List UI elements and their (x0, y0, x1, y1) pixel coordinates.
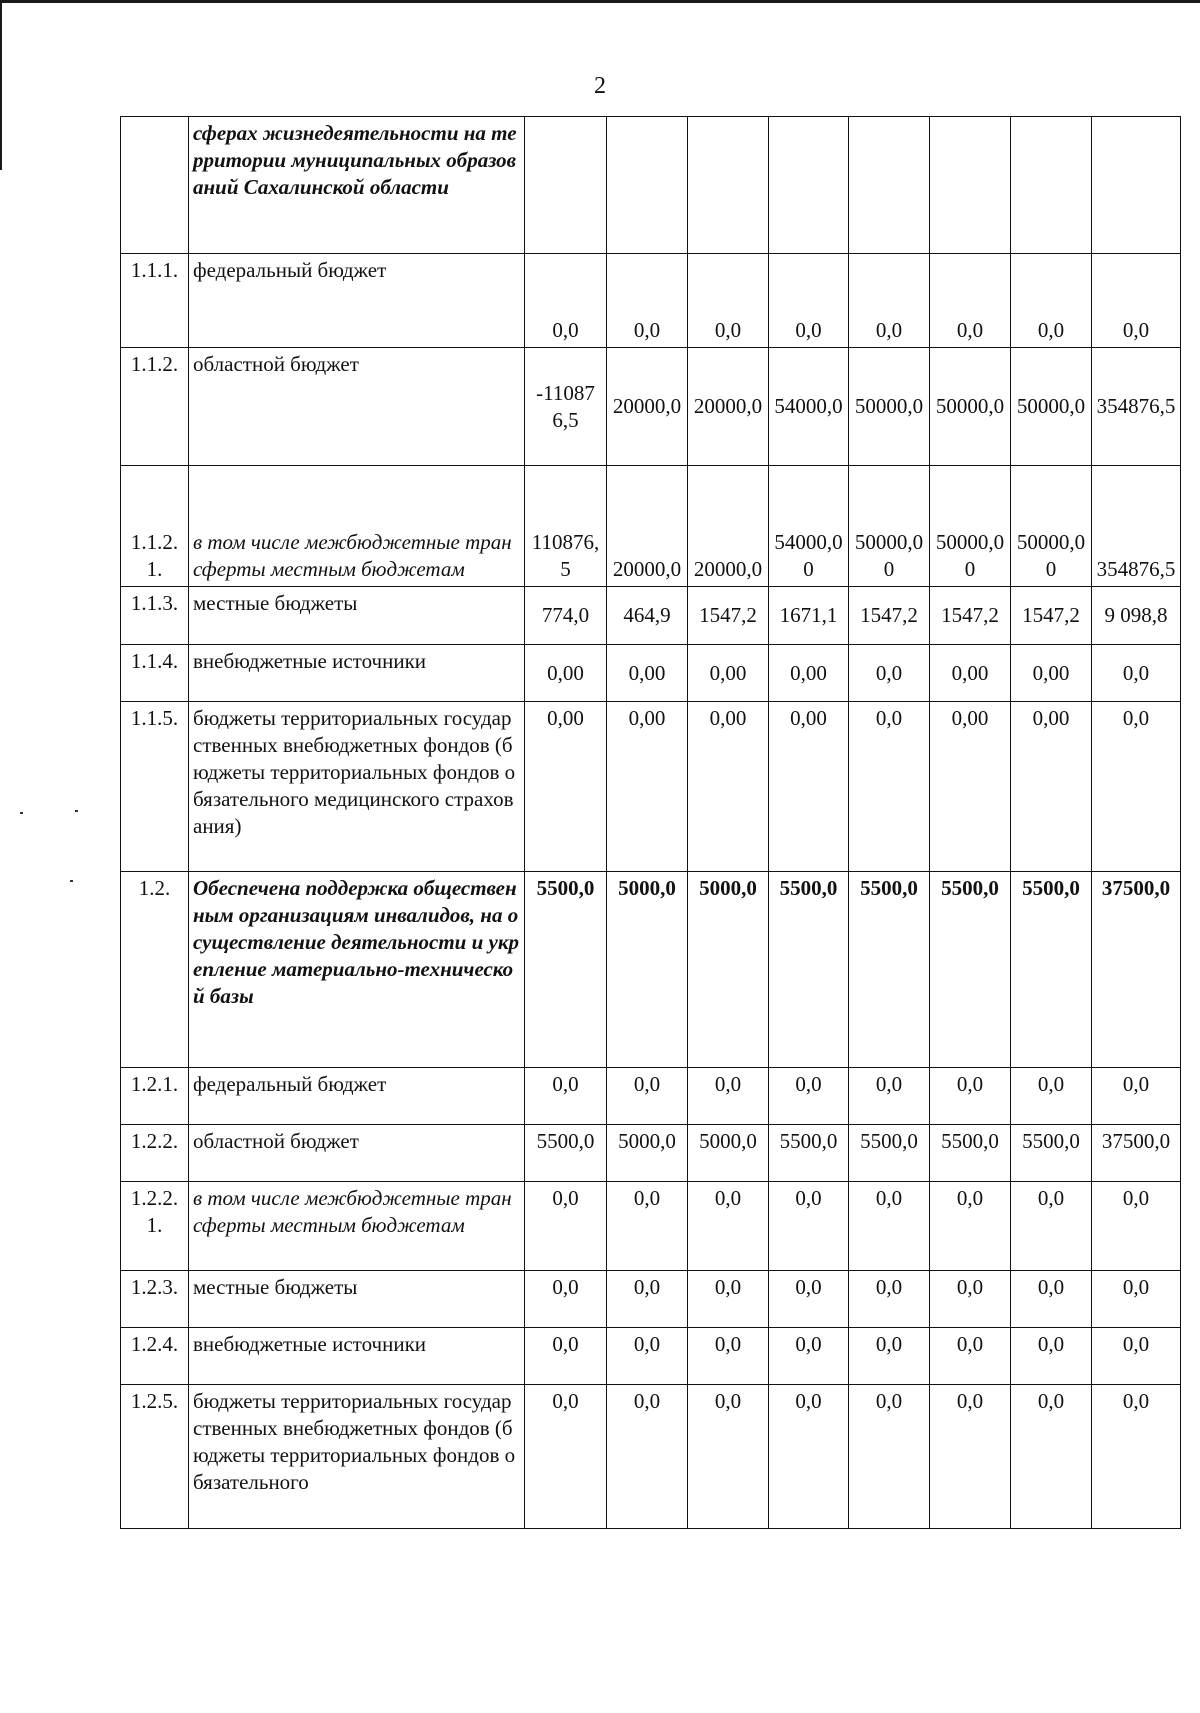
value-cell: 0,0 (769, 1385, 849, 1529)
value-cell: 5500,0 (525, 872, 607, 1068)
value-cell: 0,00 (525, 702, 607, 872)
table-row (121, 872, 1181, 1068)
value-cell: 0,0 (930, 1068, 1011, 1125)
value-cell: 37500,0 (1092, 1125, 1181, 1182)
value-cell: 0,0 (1011, 1068, 1092, 1125)
value-cell: 0,0 (769, 1068, 849, 1125)
row-label: бюджеты территориальных государственных внебюджетных фондов (бюджеты территориальных фондов обязательного (189, 1385, 525, 1529)
value-cell: 0,0 (849, 1328, 930, 1385)
table-row (121, 702, 1181, 872)
value-cell: 0,00 (930, 702, 1011, 872)
value-cell: 0,0 (525, 1182, 607, 1271)
value-cell: 5500,0 (769, 872, 849, 1068)
row-code: 1.2.2.1. (121, 1182, 189, 1271)
value-cell: 50000,0 (1011, 348, 1092, 466)
row-label: местные бюджеты (189, 587, 525, 645)
scan-speck (20, 812, 23, 814)
value-cell: 20000,0 (607, 466, 688, 587)
value-cell: 0,0 (1011, 1182, 1092, 1271)
value-cell: 0,0 (607, 1182, 688, 1271)
value-cell: 0,0 (525, 1385, 607, 1529)
value-cell: 0,0 (1092, 1182, 1181, 1271)
value-cell (688, 117, 769, 254)
value-cell: 0,00 (607, 645, 688, 702)
table-row (121, 1182, 1181, 1271)
value-cell: 0,0 (688, 1385, 769, 1529)
value-cell: 5500,0 (769, 1125, 849, 1182)
value-cell: 50000,00 (1011, 466, 1092, 587)
table-row (121, 1068, 1181, 1125)
value-cell: 0,0 (930, 1182, 1011, 1271)
value-cell: 0,00 (930, 645, 1011, 702)
table-row (121, 1328, 1181, 1385)
value-cell: 0,0 (769, 1328, 849, 1385)
table-row (121, 254, 1181, 348)
value-cell: 50000,0 (930, 348, 1011, 466)
value-cell: 0,0 (769, 1182, 849, 1271)
value-cell: 50000,00 (849, 466, 930, 587)
row-code: 1.2.5. (121, 1385, 189, 1529)
value-cell: 54000,00 (769, 466, 849, 587)
value-cell: 0,0 (769, 1271, 849, 1328)
value-cell: 50000,0 (849, 348, 930, 466)
value-cell: 0,0 (688, 254, 769, 348)
value-cell (525, 117, 607, 254)
scan-speck (75, 810, 78, 812)
row-code: 1.2.2. (121, 1125, 189, 1182)
value-cell: 5000,0 (607, 872, 688, 1068)
row-label: федеральный бюджет (189, 254, 525, 348)
value-cell: 0,00 (769, 645, 849, 702)
value-cell: 0,00 (525, 645, 607, 702)
value-cell: 0,0 (849, 1182, 930, 1271)
value-cell: 20000,0 (688, 466, 769, 587)
row-label: областной бюджет (189, 1125, 525, 1182)
row-label: сферах жизнедеятельности на территории муниципальных образований Сахалинской области (189, 117, 525, 254)
value-cell: 5500,0 (930, 1125, 1011, 1182)
table-row (121, 348, 1181, 466)
value-cell: 5500,0 (849, 872, 930, 1068)
row-code: 1.1.2. (121, 348, 189, 466)
value-cell: 1547,2 (1011, 587, 1092, 645)
value-cell: 0,0 (525, 1068, 607, 1125)
table-row (121, 117, 1181, 254)
row-label: Обеспечена поддержка общественным организациям инвалидов, на осуществление деятельности и укрепление материально-технической базы (189, 872, 525, 1068)
value-cell: 5500,0 (1011, 1125, 1092, 1182)
table-row (121, 1385, 1181, 1529)
value-cell: 54000,0 (769, 348, 849, 466)
table-row (121, 466, 1181, 587)
scan-edge-top (0, 0, 1200, 3)
row-label: федеральный бюджет (189, 1068, 525, 1125)
value-cell: 0,00 (1011, 702, 1092, 872)
table-row (121, 1271, 1181, 1328)
value-cell: -110876,5 (525, 348, 607, 466)
row-label: областной бюджет (189, 348, 525, 466)
row-label: в том числе межбюджетные трансферты местным бюджетам (189, 466, 525, 587)
value-cell (930, 117, 1011, 254)
value-cell: 354876,5 (1092, 466, 1181, 587)
value-cell: 0,0 (849, 254, 930, 348)
value-cell: 110876,5 (525, 466, 607, 587)
value-cell: 0,0 (688, 1182, 769, 1271)
row-code: 1.1.4. (121, 645, 189, 702)
row-label: бюджеты территориальных государственных внебюджетных фондов (бюджеты территориальных фондов обязательного медицинского страхования) (189, 702, 525, 872)
value-cell: 50000,00 (930, 466, 1011, 587)
value-cell: 0,0 (1092, 1271, 1181, 1328)
value-cell: 0,0 (607, 1385, 688, 1529)
value-cell: 0,0 (688, 1068, 769, 1125)
value-cell: 1547,2 (930, 587, 1011, 645)
value-cell: 0,0 (849, 1068, 930, 1125)
row-code (121, 117, 189, 254)
value-cell: 0,0 (1092, 645, 1181, 702)
budget-table (120, 116, 1181, 1529)
value-cell: 0,0 (1092, 1068, 1181, 1125)
value-cell: 0,00 (1011, 645, 1092, 702)
value-cell (769, 117, 849, 254)
value-cell (1011, 117, 1092, 254)
value-cell: 0,0 (607, 1068, 688, 1125)
value-cell: 0,00 (688, 645, 769, 702)
row-code: 1.2.3. (121, 1271, 189, 1328)
value-cell: 0,0 (1011, 1328, 1092, 1385)
value-cell: 1671,1 (769, 587, 849, 645)
value-cell: 5500,0 (1011, 872, 1092, 1068)
value-cell: 0,0 (1092, 1385, 1181, 1529)
value-cell (1092, 117, 1181, 254)
value-cell: 0,0 (849, 1271, 930, 1328)
row-label: внебюджетные источники (189, 645, 525, 702)
row-code: 1.2.1. (121, 1068, 189, 1125)
row-label: внебюджетные источники (189, 1328, 525, 1385)
value-cell: 0,0 (525, 1328, 607, 1385)
value-cell: 0,0 (1011, 1385, 1092, 1529)
value-cell: 1547,2 (688, 587, 769, 645)
value-cell: 0,0 (930, 1328, 1011, 1385)
value-cell: 0,0 (525, 254, 607, 348)
value-cell: 0,0 (930, 1385, 1011, 1529)
table-row (121, 587, 1181, 645)
row-code: 1.2.4. (121, 1328, 189, 1385)
value-cell: 0,0 (849, 702, 930, 872)
value-cell: 0,0 (849, 1385, 930, 1529)
value-cell: 37500,0 (1092, 872, 1181, 1068)
value-cell: 0,0 (607, 254, 688, 348)
value-cell: 0,0 (525, 1271, 607, 1328)
row-code: 1.1.5. (121, 702, 189, 872)
value-cell: 0,0 (688, 1328, 769, 1385)
value-cell: 1547,2 (849, 587, 930, 645)
value-cell: 0,0 (930, 254, 1011, 348)
value-cell: 5000,0 (688, 872, 769, 1068)
value-cell: 5500,0 (525, 1125, 607, 1182)
value-cell: 0,0 (1092, 254, 1181, 348)
value-cell: 354876,5 (1092, 348, 1181, 466)
value-cell: 5500,0 (930, 872, 1011, 1068)
page-number: 2 (594, 73, 606, 99)
value-cell: 0,0 (1092, 1328, 1181, 1385)
row-code: 1.1.2.1. (121, 466, 189, 587)
value-cell: 0,0 (607, 1328, 688, 1385)
value-cell: 5000,0 (607, 1125, 688, 1182)
value-cell: 0,0 (688, 1271, 769, 1328)
value-cell: 464,9 (607, 587, 688, 645)
value-cell: 0,0 (607, 1271, 688, 1328)
value-cell: 20000,0 (688, 348, 769, 466)
row-code: 1.1.1. (121, 254, 189, 348)
value-cell (607, 117, 688, 254)
value-cell: 0,0 (769, 254, 849, 348)
value-cell: 5000,0 (688, 1125, 769, 1182)
table-row (121, 1125, 1181, 1182)
value-cell: 0,0 (849, 645, 930, 702)
value-cell: 774,0 (525, 587, 607, 645)
value-cell (849, 117, 930, 254)
value-cell: 0,0 (1092, 702, 1181, 872)
row-code: 1.1.3. (121, 587, 189, 645)
value-cell: 0,00 (769, 702, 849, 872)
value-cell: 0,0 (930, 1271, 1011, 1328)
value-cell: 20000,0 (607, 348, 688, 466)
value-cell: 0,0 (1011, 254, 1092, 348)
row-label: в том числе межбюджетные трансферты местным бюджетам (189, 1182, 525, 1271)
row-code: 1.2. (121, 872, 189, 1068)
row-label: местные бюджеты (189, 1271, 525, 1328)
table-row (121, 645, 1181, 702)
value-cell: 0,00 (688, 702, 769, 872)
value-cell: 9 098,8 (1092, 587, 1181, 645)
value-cell: 5500,0 (849, 1125, 930, 1182)
scan-speck (70, 880, 73, 882)
value-cell: 0,00 (607, 702, 688, 872)
value-cell: 0,0 (1011, 1271, 1092, 1328)
